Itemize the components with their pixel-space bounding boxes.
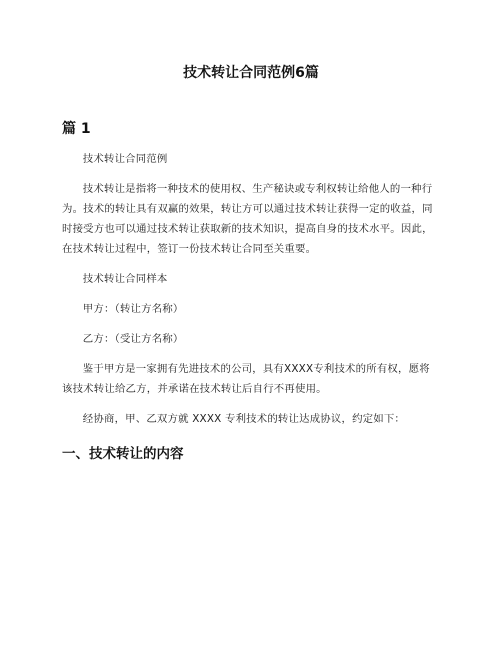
- paragraph-party-b: 乙方：（受让方名称）: [82, 333, 184, 345]
- paragraph-contract-example: 技术转让合同范例: [82, 153, 168, 165]
- section-label: 篇 1: [62, 121, 91, 137]
- document-title: 技术转让合同范例6篇: [183, 65, 319, 81]
- paragraph-agreement: 经协商，甲、乙双方就 XXXX 专利技术的转让达成协议，约定如下：: [82, 413, 406, 425]
- paragraph-intro: 技术转让是指将一种技术的使用权、生产秘诀或专利权转让给他人的一种行为。技术的转让具有双赢的效果，转让方可以通过技术转让获得一定的收益，同时接受方也可以通过技术转让获取新的技术知识，提高自身的技术水平。因此，在技术转让过程中，签订一份技术转让合同至关重要。: [62, 183, 433, 255]
- paragraph-sample-heading: 技术转让合同样本: [82, 273, 168, 285]
- subheading-transfer-content: 一、技术转让的内容: [62, 446, 184, 462]
- paragraph-recital: 鉴于甲方是一家拥有先进技术的公司，具有XXXX专利技术的所有权，愿将该技术转让给乙方，并承诺在技术转让后自行不再使用。: [62, 363, 430, 395]
- paragraph-party-a: 甲方：（转让方名称）: [82, 303, 184, 315]
